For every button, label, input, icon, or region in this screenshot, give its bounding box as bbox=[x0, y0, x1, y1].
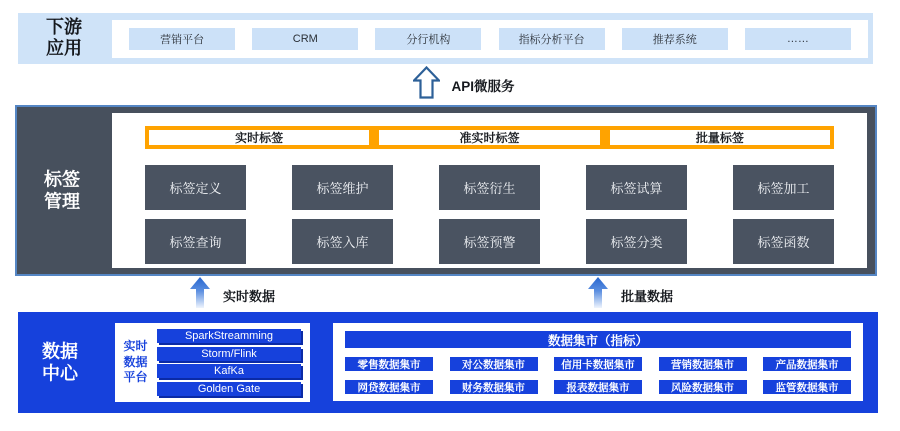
realtime-data-label: 实时数据 bbox=[223, 288, 276, 304]
dm-box-product: 产品数据集市 bbox=[763, 357, 851, 371]
fn-box-tag-trial-calc: 标签试算 bbox=[586, 165, 687, 210]
dm-box-risk: 风险数据集市 bbox=[659, 380, 747, 394]
tag-type-near-realtime: 准实时标签 bbox=[379, 130, 599, 145]
downstream-apps-panel bbox=[112, 20, 868, 58]
fn-box-tag-definition: 标签定义 bbox=[145, 165, 246, 210]
tag-management-panel bbox=[112, 113, 867, 268]
fn-box-tag-maintenance: 标签维护 bbox=[292, 165, 393, 210]
realtime-platform-label: 实时数据平台 bbox=[123, 339, 148, 385]
realtime-platform-items bbox=[157, 329, 301, 396]
fn-box-tag-derivation: 标签衍生 bbox=[439, 165, 540, 210]
tag-functions-row-2 bbox=[145, 219, 834, 264]
app-box-marketing-platform: 营销平台 bbox=[129, 28, 235, 50]
dm-box-report: 报表数据集市 bbox=[554, 380, 642, 394]
fn-box-tag-query: 标签查询 bbox=[145, 219, 246, 264]
batch-data-label: 批量数据 bbox=[621, 288, 674, 304]
dm-box-regulatory: 监管数据集市 bbox=[763, 380, 851, 394]
tag-functions-grid bbox=[145, 165, 834, 264]
fn-box-tag-storage: 标签入库 bbox=[292, 219, 393, 264]
downstream-apps-band bbox=[18, 13, 873, 64]
dm-box-retail: 零售数据集市 bbox=[345, 357, 433, 371]
fn-box-tag-processing: 标签加工 bbox=[733, 165, 834, 210]
rt-item-storm-flink: Storm/Flink bbox=[157, 347, 301, 361]
tag-type-realtime: 实时标签 bbox=[149, 130, 369, 145]
gradient-up-arrow-icon bbox=[588, 277, 608, 313]
realtime-data-flow bbox=[190, 279, 275, 311]
data-marts-row-2 bbox=[345, 380, 851, 394]
app-box-branch-orgs: 分行机构 bbox=[375, 28, 481, 50]
rt-item-golden-gate: Golden Gate bbox=[157, 382, 301, 396]
dm-box-corporate: 对公数据集市 bbox=[450, 357, 538, 371]
app-box-ellipsis: …… bbox=[745, 28, 851, 50]
tag-management-label: 标签管理 bbox=[44, 169, 80, 212]
dm-box-online-loan: 网贷数据集市 bbox=[345, 380, 433, 394]
fn-box-tag-classification: 标签分类 bbox=[586, 219, 687, 264]
data-marts-row-1 bbox=[345, 357, 851, 371]
downstream-apps-label: 下游应用 bbox=[46, 16, 82, 59]
tag-type-batch: 批量标签 bbox=[610, 130, 830, 145]
tag-type-bar bbox=[145, 126, 834, 149]
rt-item-kafka: KafKa bbox=[157, 364, 301, 378]
fn-box-tag-function: 标签函数 bbox=[733, 219, 834, 264]
data-center-label: 数据中心 bbox=[42, 341, 78, 384]
app-box-crm: CRM bbox=[252, 28, 358, 50]
api-microservice-label: API微服务 bbox=[451, 78, 515, 94]
hollow-up-arrow-icon bbox=[413, 66, 440, 104]
gradient-up-arrow-icon bbox=[190, 277, 210, 313]
batch-data-flow bbox=[588, 279, 673, 311]
dm-box-finance: 财务数据集市 bbox=[450, 380, 538, 394]
data-center-band bbox=[18, 312, 878, 413]
tag-functions-row-1 bbox=[145, 165, 834, 210]
tag-management-band bbox=[15, 105, 877, 276]
app-box-metric-analysis: 指标分析平台 bbox=[499, 28, 605, 50]
app-box-recommendation: 推荐系统 bbox=[622, 28, 728, 50]
fn-box-tag-alert: 标签预警 bbox=[439, 219, 540, 264]
realtime-platform-panel bbox=[115, 323, 310, 402]
api-microservice-flow bbox=[0, 64, 900, 105]
rt-item-sparkstreaming: SparkStreamming bbox=[157, 329, 301, 343]
data-marts-title: 数据集市（指标） bbox=[345, 331, 851, 348]
dm-box-marketing: 营销数据集市 bbox=[659, 357, 747, 371]
data-marts-panel bbox=[333, 323, 863, 401]
dm-box-credit-card: 信用卡数据集市 bbox=[554, 357, 642, 371]
